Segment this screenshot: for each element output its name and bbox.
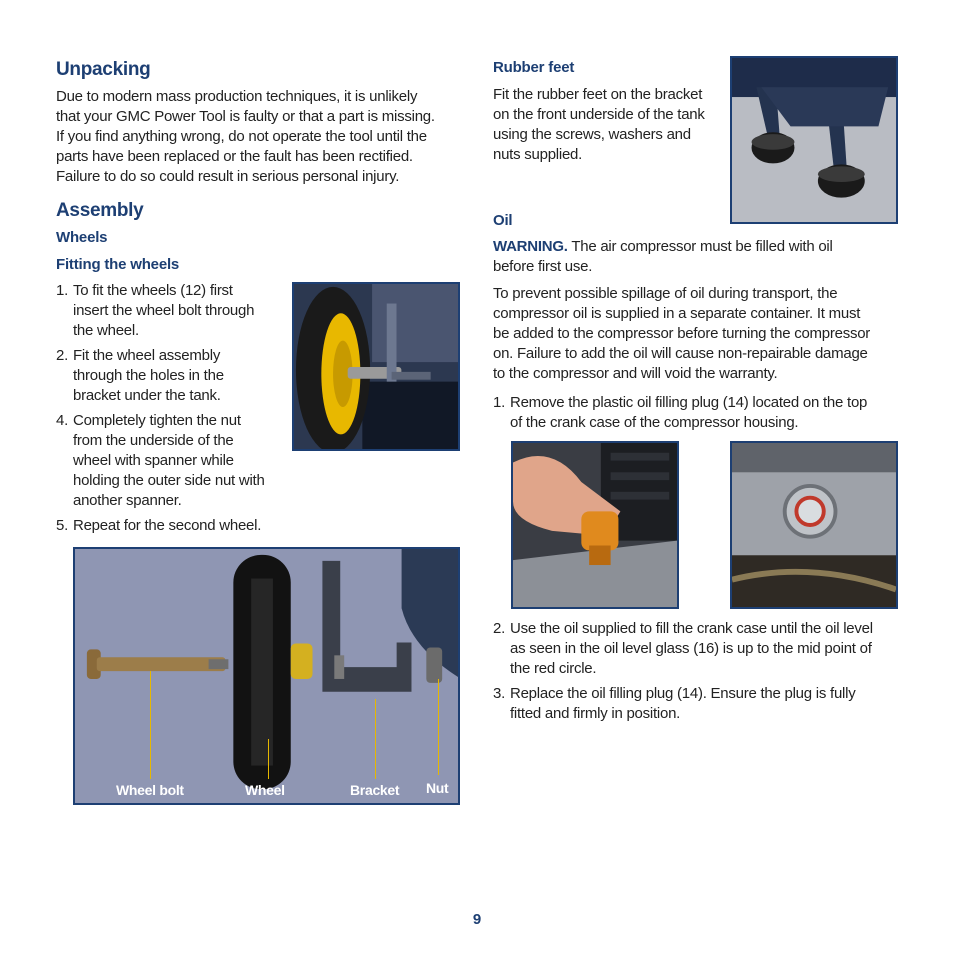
list-item (56, 411, 286, 511)
step-number: 1. (493, 394, 506, 411)
oil-warning (493, 237, 913, 277)
oil-step-3 (493, 684, 913, 724)
unpacking-line: If you find anything wrong, do not operate the tool until the (56, 128, 427, 145)
step-line: the red circle. (510, 660, 597, 677)
oil-level-glass-photo (730, 441, 898, 609)
wheel-bracket-photo (292, 282, 460, 451)
rubber-feet-line: nuts supplied. (493, 146, 583, 163)
list-item (493, 684, 913, 724)
step-line: holding the outer side nut with (73, 472, 265, 489)
list-item (56, 346, 286, 406)
step-line: wheel with spanner while (73, 452, 234, 469)
step-line: Fit the wheel assembly (73, 347, 221, 364)
unpacking-line: that your GMC Power Tool is faulty or that a part is missing. (56, 108, 435, 125)
wheel-bolt-label: Wheel bolt (116, 782, 184, 798)
rubber-feet-line: Fit the rubber feet on the bracket (493, 86, 703, 103)
wheel-leader (268, 739, 269, 779)
step-number: 5. (56, 517, 69, 534)
warning-label: WARNING. (493, 238, 568, 255)
oil-step-2 (493, 619, 913, 679)
oil-body (493, 284, 870, 384)
oil-line: To prevent possible spillage of oil during transport, the (493, 285, 838, 302)
step-line: fitted and firmly in position. (510, 705, 681, 722)
step-number: 2. (56, 347, 69, 364)
step-line: Use the oil supplied to fill the crank case until the oil level (510, 620, 873, 637)
rubber-feet-photo (730, 56, 898, 224)
wheel-bolt-leader (150, 671, 151, 779)
page-number: 9 (472, 911, 482, 928)
list-item (56, 516, 286, 536)
step-line: of the crank case of the compressor housing. (510, 414, 799, 431)
step-number: 3. (493, 685, 506, 702)
step-line: through the holes in the (73, 367, 224, 384)
rubber-feet-body (493, 85, 705, 165)
step-line: insert the wheel bolt through (73, 302, 255, 319)
step-line: To fit the wheels (12) first (73, 282, 233, 299)
unpacking-line: Due to modern mass production techniques, it is unlikely (56, 88, 418, 105)
step-number: 1. (56, 282, 69, 299)
nut-label: Nut (426, 780, 449, 796)
nut-leader (438, 679, 439, 775)
assembly-heading: Assembly (56, 200, 144, 221)
oil-step-1 (493, 393, 913, 433)
unpacking-body (56, 87, 435, 187)
step-line: from the underside of the (73, 432, 234, 449)
step-line: Replace the oil filling plug (14). Ensure the plug is fully (510, 685, 856, 702)
warning-text: before first use. (493, 258, 593, 275)
bracket-leader (375, 699, 376, 779)
wheels-heading: Wheels (56, 229, 108, 246)
wheel-steps (56, 281, 286, 536)
bracket-label: Bracket (350, 782, 400, 798)
oil-line: compressor oil is supplied in a separate container. It must (493, 305, 861, 322)
unpacking-line: Failure to do so could result in serious personal injury. (56, 168, 400, 185)
oil-heading: Oil (493, 212, 513, 229)
step-line: the wheel. (73, 322, 139, 339)
step-line: Remove the plastic oil filling plug (14) located on the top (510, 394, 868, 411)
step-number: 2. (493, 620, 506, 637)
oil-line: to the compressor and will void the warranty. (493, 365, 778, 382)
unpacking-line: parts have been replaced or the fault has been rectified. (56, 148, 413, 165)
step-line: as seen in the oil level glass (16) is up to the mid point of (510, 640, 872, 657)
list-item (56, 281, 286, 341)
oil-plug-photo (511, 441, 679, 609)
list-item (493, 619, 913, 679)
rubber-feet-line: using the screws, washers and (493, 126, 691, 143)
unpacking-heading: Unpacking (56, 59, 151, 80)
fitting-heading: Fitting the wheels (56, 256, 180, 273)
wheel-label: Wheel (245, 782, 285, 798)
step-line: another spanner. (73, 492, 182, 509)
oil-line: be added to the compressor before turning the compressor (493, 325, 871, 342)
wheel-assembly-diagram (73, 547, 460, 805)
rubber-feet-heading: Rubber feet (493, 59, 575, 76)
step-line: Repeat for the second wheel. (73, 517, 262, 534)
warning-text: The air compressor must be filled with oil (567, 238, 833, 255)
step-line: Completely tighten the nut (73, 412, 241, 429)
step-line: bracket under the tank. (73, 387, 221, 404)
list-item (493, 393, 913, 433)
oil-line: on. Failure to add the oil will cause non-repairable damage (493, 345, 868, 362)
step-number: 4. (56, 412, 69, 429)
rubber-feet-line: on the front underside of the tank (493, 106, 705, 123)
